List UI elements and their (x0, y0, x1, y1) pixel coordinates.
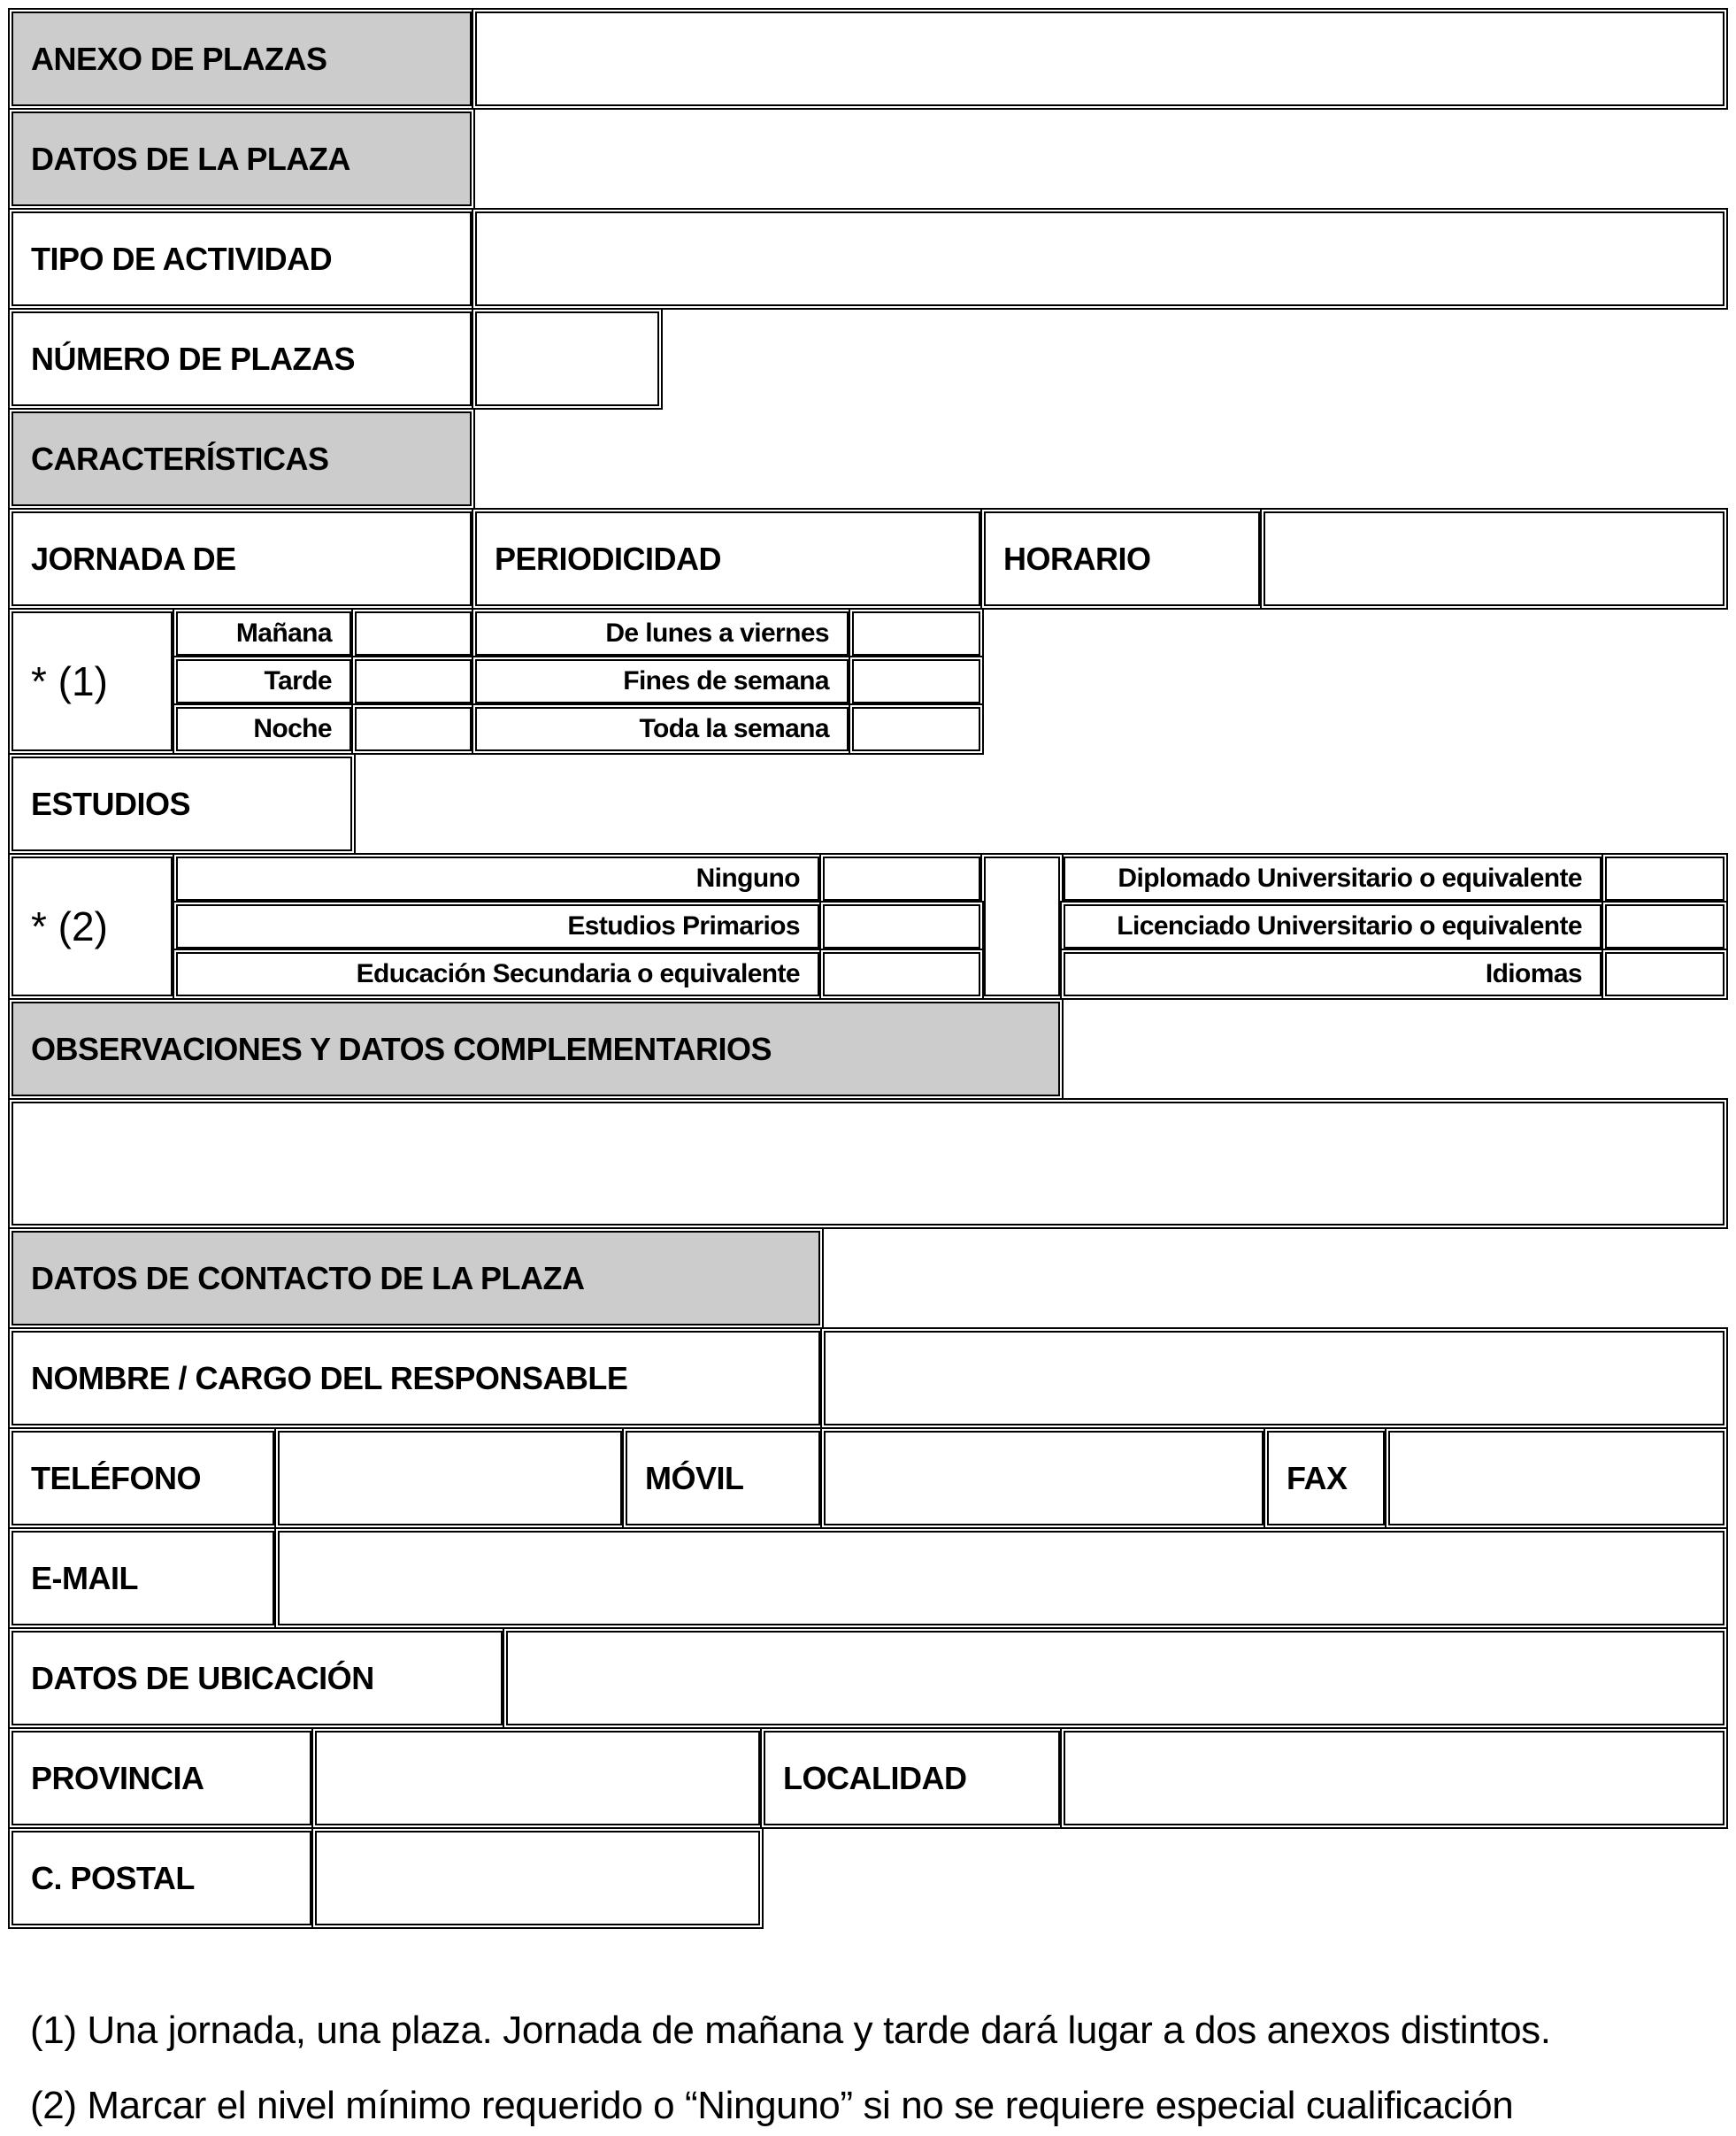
datos-de-contacto-label-cell (12, 1231, 820, 1325)
numero-de-plazas-field[interactable] (475, 311, 659, 406)
tipo-de-actividad-label: TIPO DE ACTIVIDAD (31, 240, 333, 277)
localidad-label-cell (764, 1731, 1060, 1825)
c-postal-label-cell (12, 1831, 311, 1925)
numero-de-plazas-label-cell (12, 311, 472, 406)
estudios-label-cell (12, 757, 352, 851)
datos-de-ubicacion-label: DATOS DE UBICACIÓN (31, 1659, 374, 1696)
jornada-option-noche (176, 707, 351, 751)
jornada-checkbox-manana[interactable] (355, 611, 472, 656)
observaciones-field[interactable] (12, 1102, 1724, 1226)
estudios-checkbox-idiomas[interactable] (1605, 952, 1724, 996)
estudios-option-label: Licenciado Universitario o equivalente (1117, 911, 1582, 941)
jornada-option-label: Noche (253, 714, 332, 743)
estudios-option-idiomas (1064, 952, 1602, 996)
telefono-label: TELÉFONO (31, 1459, 201, 1496)
estudios-option-diplomado (1064, 857, 1602, 901)
estudios-option-label: Estudios Primarios (567, 911, 800, 941)
datos-de-contacto-heading: DATOS DE CONTACTO DE LA PLAZA (31, 1259, 585, 1296)
email-label: E-MAIL (31, 1559, 138, 1596)
periodicidad-checkbox-lunes-viernes[interactable] (852, 611, 980, 656)
periodicidad-label: PERIODICIDAD (495, 540, 722, 577)
jornada-de-label-cell (12, 511, 472, 606)
caracteristicas-label-cell (12, 411, 472, 506)
movil-field[interactable] (824, 1431, 1264, 1525)
anexo-de-plazas-field[interactable] (475, 12, 1724, 106)
localidad-label: LOCALIDAD (783, 1759, 967, 1796)
horario-label: HORARIO (1003, 540, 1151, 577)
localidad-field[interactable] (1064, 1731, 1724, 1825)
nombre-cargo-field[interactable] (824, 1331, 1724, 1425)
telefono-field[interactable] (278, 1431, 622, 1525)
periodicidad-option-label: Fines de semana (623, 666, 829, 695)
periodicidad-option-lunes-viernes (475, 611, 849, 656)
jornada-option-label: Mañana (235, 619, 332, 648)
jornada-checkbox-noche[interactable] (355, 707, 472, 751)
jornada-option-tarde (176, 659, 351, 703)
note1-marker: * (1) (31, 658, 108, 704)
c-postal-field[interactable] (315, 1831, 760, 1925)
jornada-option-label: Tarde (264, 666, 332, 695)
estudios-checkbox-diplomado[interactable] (1605, 857, 1724, 901)
periodicidad-option-fines-semana (475, 659, 849, 703)
observaciones-label-cell (12, 1002, 1060, 1096)
datos-de-ubicacion-field[interactable] (506, 1631, 1724, 1725)
estudios-option-licenciado (1064, 904, 1602, 949)
footnote-1: (1) Una jornada, una plaza. Jornada de mañana y tarde dará lugar a dos anexos distintos. (30, 2009, 1551, 2052)
email-label-cell (12, 1531, 274, 1625)
note2-marker: * (2) (31, 903, 108, 949)
nombre-cargo-label-cell (12, 1331, 820, 1425)
tipo-de-actividad-field[interactable] (475, 211, 1724, 306)
horario-label-cell (984, 511, 1260, 606)
estudios-label: ESTUDIOS (31, 785, 191, 822)
jornada-option-manana (176, 611, 351, 656)
estudios-spacer-cell (984, 857, 1060, 996)
estudios-checkbox-secundaria[interactable] (823, 952, 980, 996)
estudios-option-label: Idiomas (1485, 959, 1582, 988)
provincia-label: PROVINCIA (31, 1759, 204, 1796)
estudios-option-label: Educación Secundaria o equivalente (356, 959, 800, 988)
observaciones-heading: OBSERVACIONES Y DATOS COMPLEMENTARIOS (31, 1030, 772, 1067)
movil-label: MÓVIL (645, 1459, 744, 1496)
periodicidad-checkbox-fines-semana[interactable] (852, 659, 980, 703)
footnote-2: (2) Marcar el nivel mínimo requerido o “Ninguno” si no se requiere especial cualificación (30, 2084, 1514, 2127)
jornada-checkbox-tarde[interactable] (355, 659, 472, 703)
provincia-field[interactable] (315, 1731, 760, 1825)
periodicidad-checkbox-toda-semana[interactable] (852, 707, 980, 751)
fax-label-cell (1267, 1431, 1385, 1525)
anexo-de-plazas-label: ANEXO DE PLAZAS (31, 40, 327, 77)
fax-field[interactable] (1388, 1431, 1724, 1525)
estudios-option-label: Diplomado Universitario o equivalente (1118, 864, 1582, 893)
datos-de-la-plaza-heading: DATOS DE LA PLAZA (31, 140, 350, 177)
nombre-cargo-label: NOMBRE / CARGO DEL RESPONSABLE (31, 1359, 628, 1396)
estudios-checkbox-licenciado[interactable] (1605, 904, 1724, 949)
telefono-label-cell (12, 1431, 274, 1525)
c-postal-label: C. POSTAL (31, 1859, 195, 1896)
periodicidad-option-label: Toda la semana (639, 714, 829, 743)
caracteristicas-heading: CARACTERÍSTICAS (31, 440, 329, 477)
estudios-option-label: Ninguno (695, 864, 800, 893)
horario-field[interactable] (1264, 511, 1724, 606)
datos-de-ubicacion-label-cell (12, 1631, 503, 1725)
note2-marker-cell (12, 857, 173, 996)
estudios-option-ninguno (176, 857, 819, 901)
tipo-de-actividad-label-cell (12, 211, 472, 306)
movil-label-cell (626, 1431, 820, 1525)
fax-label: FAX (1287, 1459, 1348, 1496)
estudios-checkbox-ninguno[interactable] (823, 857, 980, 901)
periodicidad-option-toda-semana (475, 707, 849, 751)
estudios-checkbox-primarios[interactable] (823, 904, 980, 949)
estudios-option-secundaria (176, 952, 819, 996)
note1-marker-cell (12, 611, 173, 751)
periodicidad-option-label: De lunes a viernes (605, 619, 829, 648)
periodicidad-label-cell (475, 511, 980, 606)
provincia-label-cell (12, 1731, 311, 1825)
jornada-de-label: JORNADA DE (31, 540, 236, 577)
email-field[interactable] (278, 1531, 1724, 1625)
datos-de-la-plaza-label-cell (12, 111, 472, 206)
numero-de-plazas-label: NÚMERO DE PLAZAS (31, 340, 356, 377)
anexo-de-plazas-label-cell (12, 12, 472, 106)
estudios-option-primarios (176, 904, 819, 949)
